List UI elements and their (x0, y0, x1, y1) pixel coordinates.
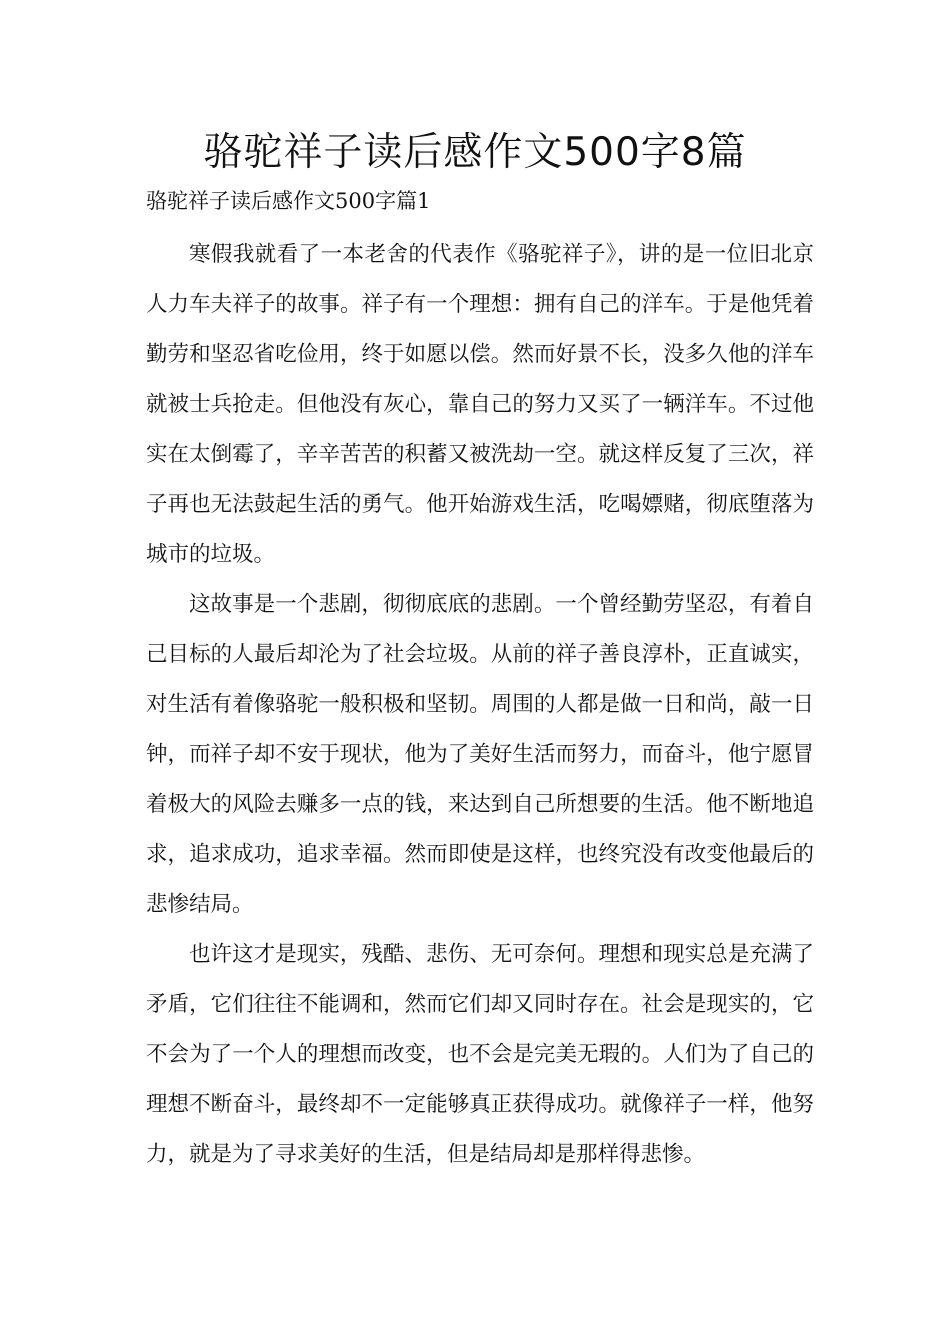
article-body (146, 230, 814, 1180)
paragraph-1: 寒假我就看了一本老舍的代表作《骆驼祥子》，讲的是一位旧北京人力车夫祥子的故事。祥子有一个理想：拥有自己的洋车。于是他凭着勤劳和坚忍省吃俭用，终于如愿以偿。然而好景不长，没多久他的洋车就被士兵抢走。但他没有灰心，靠自己的努力又买了一辆洋车。不过他实在太倒霉了，辛辛苦苦的积蓄又被洗劫一空。就这样反复了三次，祥子再也无法鼓起生活的勇气。他开始游戏生活，吃喝嫖赌，彻底堕落为城市的垃圾。 (146, 242, 814, 567)
paragraph-2: 这故事是一个悲剧，彻彻底底的悲剧。一个曾经勤劳坚忍，有着自己目标的人最后却沦为了社会垃圾。从前的祥子善良淳朴，正直诚实，对生活有着像骆驼一般积极和坚韧。周围的人都是做一日和尚，敲一日钟，而祥子却不安于现状，他为了美好生活而努力，而奋斗，他宁愿冒着极大的风险去赚多一点的钱，来达到自己所想要的生活。他不断地追求，追求成功，追求幸福。然而即使是这样，也终究没有改变他最后的悲惨结局。 (146, 592, 814, 917)
page-title: 骆驼祥子读后感作文500字8篇 (203, 130, 747, 175)
paragraph-3: 也许这才是现实，残酷、悲伤、无可奈何。理想和现实总是充满了矛盾，它们往往不能调和，然而它们却又同时存在。社会是现实的，它不会为了一个人的理想而改变，也不会是完美无瑕的。人们为了自己的理想不断奋斗，最终却不一定能够真正获得成功。就像祥子一样，他努力，就是为了寻求美好的生活，但是结局却是那样得悲惨。 (146, 942, 814, 1167)
section-heading: 骆驼祥子读后感作文500字篇1 (146, 189, 431, 213)
